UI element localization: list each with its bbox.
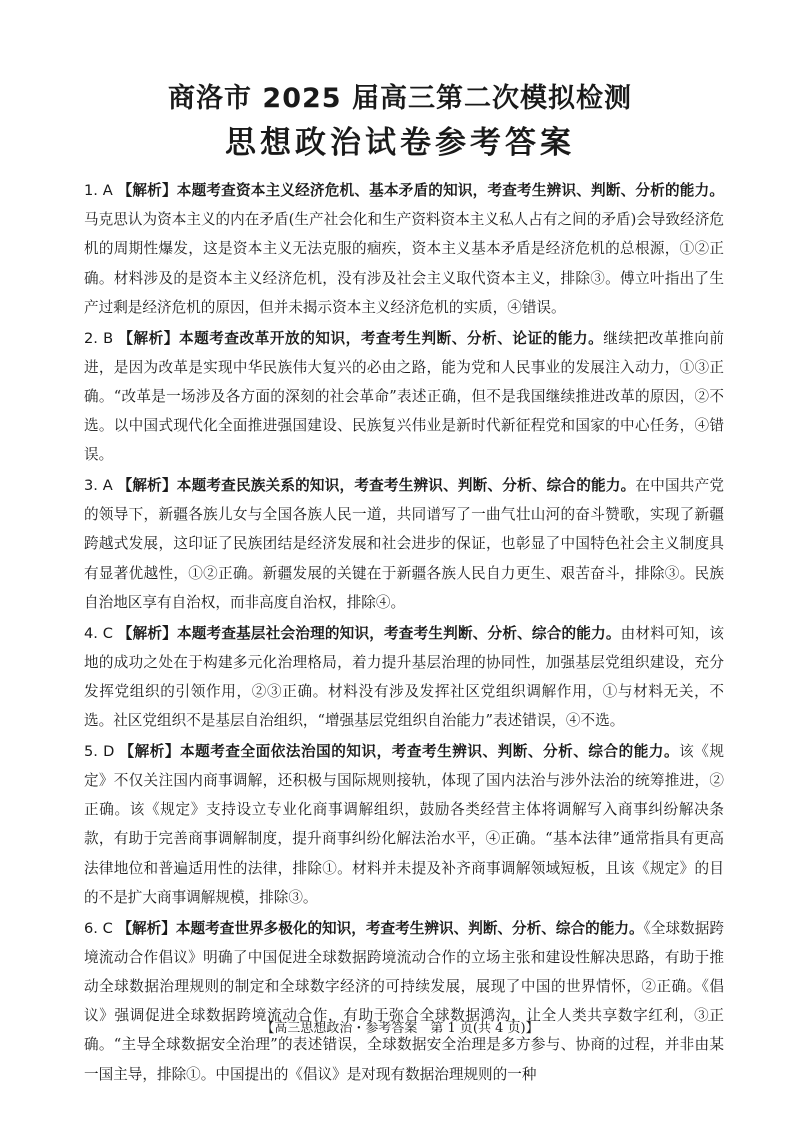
page-footer: 【高三思想政治・参考答案 第 1 页(共 4 页)】 [261,1021,539,1036]
answer-number-choice: 5. D [84,742,120,760]
analysis-tag: 【解析】 [117,477,177,495]
analysis-focus: 本题考查基层社会治理的知识，考查考生判断、分析、综合的能力。 [176,624,621,642]
analysis-body: 该《规定》不仅关注国内商事调解，还积极与国际规则接轨，体现了国内法治与涉外法治的统筹推进，②正确。该《规定》支持设立专业化商事调解组织，鼓励各类经营主体将调解写入商事纠纷解决条款，有助于完善商事调解制度，提升商事纠纷化解法治水平，④正确。“基本法律”通常指具有更高法律地位和普遍适用性的法律，排除①。材料并未提及补齐商事调解领域短板，且该《规定》的目的不是扩大商事调解规模，排除③。 [84,742,724,906]
analysis-body: 由材料可知，该地的成功之处在于构建多元化治理格局，着力提升基层治理的协同性，加强基层党组织建设，充分发挥党组织的引领作用，②③正确。材料没有涉及发挥社区党组织调解作用，①与材料无关，不选。社区党组织不是基层自治组织，“增强基层党组织自治能力”表述错误，④不选。 [84,624,724,730]
document-title: 思想政治试卷参考答案 [225,125,575,161]
answer-item-2 [84,324,724,470]
answer-item-4 [84,619,724,736]
answer-number-choice: 6. C [84,919,118,937]
scan-mark [708,1020,718,1022]
analysis-focus: 本题考查全面依法治国的知识，考查考生辨识、判断、分析、综合的能力。 [180,742,680,760]
answer-item-6 [84,914,724,1089]
analysis-focus: 本题考查改革开放的知识，考查考生判断、分析、论证的能力。 [178,329,604,347]
answer-item-5 [84,737,724,912]
analysis-tag: 【解析】 [117,919,176,937]
analysis-tag: 【解析】 [118,329,179,347]
analysis-focus: 本题考查资本主义经济危机、基本矛盾的知识，考查考生辨识、判断、分析的能力。 [176,182,724,199]
analysis-body: 在中国共产党的领导下，新疆各族儿女与全国各族人民一道，共同谱写了一曲气壮山河的奋斗赞歌，实现了新疆跨越式发展，这印证了民族团结是经济发展和社会进步的保证，也彰显了中国特色社会主义制度具有显著优越性，①②正确。新疆发展的关键在于新疆各族人民自力更生、艰苦奋斗，排除③。民族自治地区享有自治权，而非高度自治权，排除④。 [84,477,724,611]
analysis-tag: 【解析】 [119,742,181,760]
analysis-focus: 本题考查世界多极化的知识，考查考生辨识、判断、分析、综合的能力。 [175,919,644,937]
answer-number-choice: 2. B [84,329,119,347]
exam-title: 商洛市 2025 届高三第二次模拟检测 [168,83,632,114]
analysis-body: 《全球数据跨境流动合作倡议》明确了中国促进全球数据跨境流动合作的立场主张和建设性解决思路，有助于推动全球数据治理规则的制定和全球数字经济的可持续发展，展现了中国的世界情怀，②正确。《倡议》强调促进全球数据跨境流动合作，有助于弥合全球数据鸿沟，让全人类共享数字红利，③正确。“主导全球数据安全治理”的表述错误，全球数据安全治理是多方参与、协商的过程，并非由某一国主导，排除①。中国提出的《倡议》是对现有数据治理规则的一种 [84,919,724,1083]
answer-number-choice: 3. A [84,477,118,495]
answer-item-3 [84,471,724,617]
analysis-tag: 【解析】 [117,182,177,199]
answer-number-choice: 4. C [84,624,118,642]
answer-number-choice: 1. A [84,182,118,199]
analysis-focus: 本题考查民族关系的知识，考查考生辨识、判断、分析、综合的能力。 [176,477,636,495]
analysis-body: 继续把改革推向前进，是因为改革是实现中华民族伟大复兴的必由之路，能为党和人民事业的发展注入动力，①③正确。“改革是一场涉及各方面的深刻的社会革命”表述正确，但不是我国继续推进改革的原因，②不选。以中国式现代化全面推进强国建设、民族复兴伟业是新时代新征程党和国家的中心任务，④错误。 [84,329,724,464]
analysis-body: 马克思认为资本主义的内在矛盾(生产社会化和生产资料资本主义私人占有之间的矛盾)会导致经济危机的周期性爆发，这是资本主义无法克服的痼疾，资本主义基本矛盾是经济危机的总根源，①②正确。材料涉及的是资本主义经济危机，没有涉及社会主义取代资本主义，排除③。傅立叶指出了生产过剩是经济危机的原因，但并未揭示资本主义经济危机的实质，④错误。 [84,211,724,316]
analysis-tag: 【解析】 [117,624,177,642]
answer-item-1 [84,176,724,322]
answer-list [84,176,724,1090]
